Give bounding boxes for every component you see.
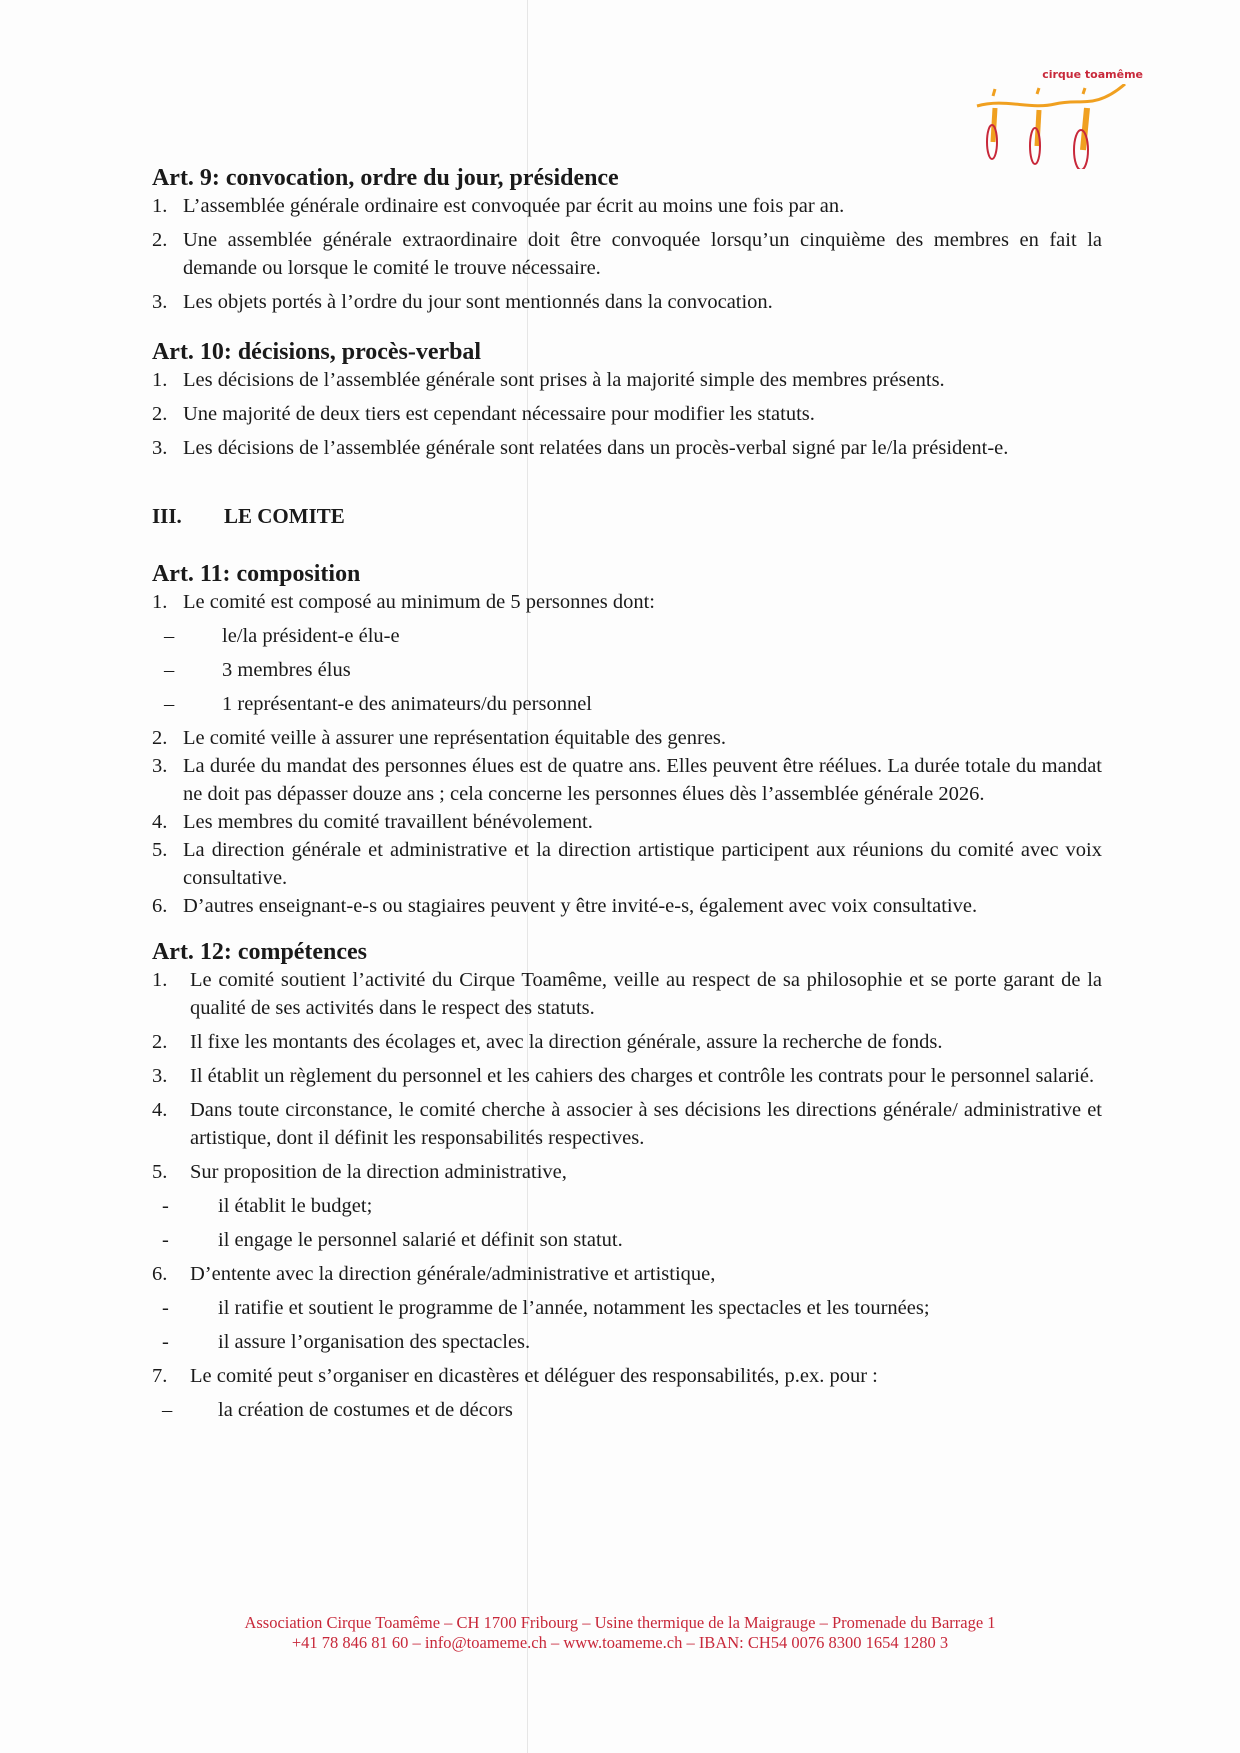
article-items <box>152 192 1102 316</box>
article-items <box>152 966 1102 1424</box>
item-text: Il établit un règlement du personnel et les cahiers des charges et contrôle les contrats pour le personnel salarié. <box>190 1065 1095 1087</box>
sub-list <box>152 1294 1102 1356</box>
list-item <box>152 1028 1102 1056</box>
item-text: Le comité veille à assurer une représentation équitable des genres. <box>183 727 727 749</box>
item-number: 1. <box>152 369 168 391</box>
item-number: 2. <box>152 229 168 251</box>
item-number: 7. <box>152 1365 168 1387</box>
list-item <box>152 1096 1102 1152</box>
page-footer <box>0 1613 1240 1653</box>
item-number: 2. <box>152 727 168 749</box>
list-item <box>152 892 1102 920</box>
item-number: 3. <box>152 1065 168 1087</box>
list-item <box>152 966 1102 1022</box>
footer-address: Association Cirque Toamême – CH 1700 Fribourg – Usine thermique de la Maigrauge – Promenade du Barrage 1 <box>244 1613 996 1632</box>
article-items <box>152 588 1102 920</box>
item-text: Les décisions de l’assemblée générale sont prises à la majorité simple des membres présents. <box>183 369 945 391</box>
list-item <box>152 836 1102 892</box>
list-item <box>152 192 1102 220</box>
item-text: La durée du mandat des personnes élues est de quatre ans. Elles peuvent être réélues. La durée totale du mandat ne doit pas dépasser douze ans ; cela concerne les personnes élues dès l’assemblée générale 2026. <box>183 755 1102 805</box>
sub-item-text: la création de costumes et de décors <box>218 1399 513 1421</box>
list-item <box>152 808 1102 836</box>
section-number: III. <box>152 504 182 528</box>
sub-item-text: il établit le budget; <box>218 1195 373 1217</box>
sub-item-text: il assure l’organisation des spectacles. <box>218 1331 531 1353</box>
sub-item: – 3 membres élus <box>152 656 1102 684</box>
item-number: 3. <box>152 755 168 777</box>
item-number: 1. <box>152 969 168 991</box>
sub-item-text: le/la président-e élu-e <box>222 625 400 647</box>
list-item <box>152 588 1102 718</box>
sub-item-text: 3 membres élus <box>222 659 351 681</box>
list-item <box>152 1158 1102 1254</box>
item-number: 3. <box>152 291 168 313</box>
sub-item: - il ratifie et soutient le programme de l’année, notamment les spectacles et les tournées; <box>152 1294 1102 1322</box>
sub-item-text: il engage le personnel salarié et définit son statut. <box>218 1229 623 1251</box>
item-text: D’autres enseignant-e-s ou stagiaires peuvent y être invité-e-s, également avec voix consultative. <box>183 895 978 917</box>
item-text: Une majorité de deux tiers est cependant nécessaire pour modifier les statuts. <box>183 403 815 425</box>
section-heading: LE COMITE <box>224 504 345 528</box>
item-text: Le comité soutient l’activité du Cirque Toamême, veille au respect de sa philosophie et se porte garant de la qualité de ses activités dans le respect des statuts. <box>190 969 1102 1019</box>
sub-list <box>152 1396 1102 1424</box>
item-text: Le comité est composé au minimum de 5 personnes dont: <box>183 591 655 613</box>
item-number: 5. <box>152 839 168 861</box>
acrobats-logo-icon <box>975 84 1145 169</box>
article-title: Art. 10: décisions, procès-verbal <box>152 339 482 365</box>
item-number: 3. <box>152 437 168 459</box>
section-title <box>152 502 1102 530</box>
sub-item: - il engage le personnel salarié et définit son statut. <box>152 1226 1102 1254</box>
item-text: Les objets portés à l’ordre du jour sont mentionnés dans la convocation. <box>183 291 773 313</box>
list-item <box>152 434 1102 462</box>
item-text: Il fixe les montants des écolages et, avec la direction générale, assure la recherche de fonds. <box>190 1031 943 1053</box>
list-item <box>152 752 1102 808</box>
list-item <box>152 400 1102 428</box>
sub-item-text: 1 représentant-e des animateurs/du personnel <box>222 693 593 715</box>
item-number: 2. <box>152 403 168 425</box>
article-title: Art. 11: composition <box>152 561 361 587</box>
sub-item: – la création de costumes et de décors <box>152 1396 1102 1424</box>
item-number: 1. <box>152 195 168 217</box>
item-text: Une assemblée générale extraordinaire doit être convoquée lorsqu’un cinquième des membres en fait la demande ou lorsque le comité le trouve nécessaire. <box>183 229 1102 279</box>
sub-list <box>152 622 1102 718</box>
item-text: Dans toute circonstance, le comité cherche à associer à ses décisions les directions générale/ administrative et artistique, dont il définit les responsabilités respectives. <box>190 1099 1102 1149</box>
sub-list <box>152 1192 1102 1254</box>
sub-item-text: il ratifie et soutient le programme de l’année, notamment les spectacles et les tournées; <box>218 1297 930 1319</box>
item-text: Les décisions de l’assemblée générale sont relatées dans un procès-verbal signé par le/la président-e. <box>183 437 1009 459</box>
item-number: 1. <box>152 591 168 613</box>
list-item <box>152 1062 1102 1090</box>
article-items <box>152 366 1102 462</box>
item-number: 2. <box>152 1031 168 1053</box>
item-text: D’entente avec la direction générale/administrative et artistique, <box>190 1263 716 1285</box>
document-body <box>152 164 1102 1430</box>
sub-item: – le/la président-e élu-e <box>152 622 1102 650</box>
item-number: 4. <box>152 1099 168 1121</box>
item-text: Le comité peut s’organiser en dicastères et déléguer des responsabilités, p.ex. pour : <box>190 1365 878 1387</box>
logo <box>975 62 1155 172</box>
article-title: Art. 9: convocation, ordre du jour, présidence <box>152 165 619 191</box>
list-item <box>152 366 1102 394</box>
article-title: Art. 12: compétences <box>152 939 367 965</box>
list-item <box>152 226 1102 282</box>
sub-item: - il assure l’organisation des spectacles. <box>152 1328 1102 1356</box>
item-text: La direction générale et administrative et la direction artistique participent aux réunions du comité avec voix consultative. <box>183 839 1102 889</box>
list-item <box>152 1260 1102 1356</box>
logo-text: cirque toamême <box>1042 68 1143 81</box>
item-text: Sur proposition de la direction administrative, <box>190 1161 567 1183</box>
list-item <box>152 724 1102 752</box>
footer-contact: +41 78 846 81 60 – info@toameme.ch – www.toameme.ch – IBAN: CH54 0076 8300 1654 1280 3 <box>291 1633 949 1652</box>
item-text: L’assemblée générale ordinaire est convoquée par écrit au moins une fois par an. <box>183 195 845 217</box>
item-number: 5. <box>152 1161 168 1183</box>
item-text: Les membres du comité travaillent bénévolement. <box>183 811 593 833</box>
item-number: 6. <box>152 895 168 917</box>
item-number: 6. <box>152 1263 168 1285</box>
sub-item: – 1 représentant-e des animateurs/du personnel <box>152 690 1102 718</box>
sub-item: - il établit le budget; <box>152 1192 1102 1220</box>
item-number: 4. <box>152 811 168 833</box>
list-item <box>152 1362 1102 1424</box>
list-item <box>152 288 1102 316</box>
